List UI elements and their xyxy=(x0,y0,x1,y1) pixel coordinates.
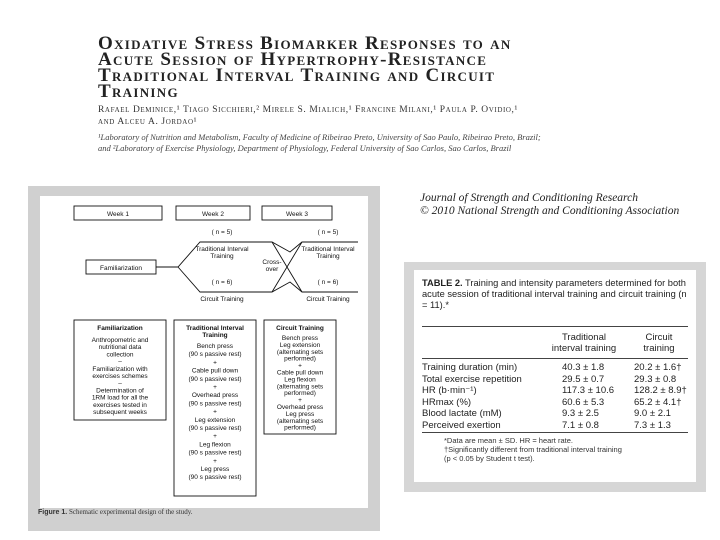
col-header-circuit-line2: training xyxy=(643,343,675,354)
table-row xyxy=(422,362,694,373)
diagram-text-line: + xyxy=(213,457,217,465)
diagram-text-line: (90 s passive rest) xyxy=(188,351,242,359)
circuit-value: 9.0 ± 2.1 xyxy=(634,408,671,419)
diagram-text-line: exercises tested in xyxy=(93,401,147,409)
circuit-detail-lines xyxy=(277,335,324,432)
paper-title-line: Traditional Interval Training and Circuit xyxy=(98,65,496,86)
diagram-text-line: (90 s passive rest) xyxy=(188,400,242,408)
paper-authors xyxy=(98,104,658,128)
week1-label: Week 1 xyxy=(107,211,129,218)
diagram-text-line: (alternating sets xyxy=(276,417,324,425)
diagram-text-line: performed) xyxy=(284,355,316,363)
author-line: Rafael Deminice,¹ Tiago Sicchieri,² Mirele S. Mialich,¹ Francine Milani,¹ Paula P. Ovidio,¹ xyxy=(98,105,518,115)
row-label: Blood lactate (mM) xyxy=(422,408,502,419)
diagram-text-line: (90 s passive rest) xyxy=(188,449,242,457)
row-label: Training duration (min) xyxy=(422,362,518,373)
diagram-text-line: + xyxy=(213,384,217,391)
n-lower-week2: ( n = 6) xyxy=(211,279,233,286)
figure-caption xyxy=(38,508,193,516)
table-row xyxy=(422,420,694,431)
table-caption-label: TABLE 2. xyxy=(422,278,463,288)
table-footnote: *Data are mean ± SD. HR = heart rate. xyxy=(444,436,573,445)
diagram-text-line: 1RM load for all the xyxy=(91,394,149,402)
journal-info xyxy=(420,192,679,218)
diagram-text-line: Familiarization with xyxy=(92,365,148,373)
diagram-text-line: + xyxy=(298,397,302,405)
n-lower-week3: ( n = 6) xyxy=(317,279,339,286)
familiarization-label: Familiarization xyxy=(100,265,142,272)
diagram-text-line: Overhead press xyxy=(276,404,324,411)
paper-affiliations xyxy=(98,132,658,153)
table-row xyxy=(422,408,694,419)
diagram-text-line: Bench press xyxy=(196,343,234,350)
traditional-detail-title-line1: Traditional Interval xyxy=(186,325,244,332)
familiarization-detail-title: Familiarization xyxy=(97,325,143,332)
week3-label: Week 3 xyxy=(286,211,308,218)
figure-caption-text: Schematic experimental design of the study. xyxy=(67,508,193,516)
paper-title-line: Oxidative Stress Biomarker Responses to an xyxy=(98,33,512,54)
tit-week3-line2: Training xyxy=(316,253,340,260)
traditional-value: 40.3 ± 1.8 xyxy=(562,362,605,373)
diagram-text-line: collection xyxy=(106,351,134,359)
diagram-text-line: – xyxy=(118,380,122,388)
diagram-text-line: Bench press xyxy=(281,335,319,342)
diagram-text-line: (90 s passive rest) xyxy=(188,425,242,432)
journal-copyright: © 2010 National Strength and Conditioning Association xyxy=(420,205,680,217)
paper-title-line: Training xyxy=(98,81,179,102)
table-footnotes xyxy=(444,436,692,463)
diagram-text-line: Cable pull down xyxy=(276,369,324,377)
circuit-lower-week2: Circuit Training xyxy=(200,296,244,303)
table-footnote: (p < 0.05 by Student t test). xyxy=(444,454,535,463)
table-row xyxy=(422,397,694,408)
table-caption-text: Training and intensity parameters determined for both acute session of traditional interval training and circuit training (n = 11).* xyxy=(422,278,687,310)
circuit-value: 65.2 ± 4.1† xyxy=(634,396,682,408)
diagram-text-line: exercises schemes xyxy=(92,373,148,380)
crossover-label-line2: over xyxy=(265,266,279,273)
author-line: and Alceu A. Jordao¹ xyxy=(98,117,198,127)
row-label: Total exercise repetition xyxy=(422,373,522,385)
traditional-value: 117.3 ± 10.6 xyxy=(562,385,615,396)
experimental-design-diagram xyxy=(40,196,368,508)
affiliation-line: and ²Laboratory of Exercise Physiology, Department of Physiology, Federal University of Sao Carlos, Sao Carlos, Brazil xyxy=(98,142,512,153)
table-header-rule xyxy=(422,358,688,359)
circuit-week3: Circuit Training xyxy=(306,296,350,303)
figure-panel xyxy=(28,186,380,531)
journal-name: Journal of Strength and Conditioning Research xyxy=(420,192,638,204)
paper-title-line: Acute Session of Hypertrophy-Resistance xyxy=(98,49,488,70)
diagram-text-line: Overhead press xyxy=(191,392,239,400)
circuit-value: 7.3 ± 1.3 xyxy=(634,419,671,431)
tit-upper-line2: Training xyxy=(210,253,234,260)
table-canvas xyxy=(414,270,696,482)
diagram-text-line: Cable pull down xyxy=(191,367,239,375)
circuit-detail-title: Circuit Training xyxy=(276,325,324,332)
table-footnote: †Significantly different from traditional interval training xyxy=(444,445,622,454)
diagram-text-line: Anthropometric and xyxy=(91,337,149,344)
table-row xyxy=(422,385,694,396)
traditional-value: 7.1 ± 0.8 xyxy=(562,419,599,431)
circuit-value: 29.3 ± 0.8 xyxy=(634,373,677,385)
traditional-detail-lines xyxy=(188,343,241,481)
diagram-text-line: (90 s passive rest) xyxy=(188,375,242,383)
diagram-text-line: nutritional data xyxy=(98,344,142,352)
figure-canvas xyxy=(40,196,368,508)
diagram-text-line: Leg extension xyxy=(279,341,321,349)
diagram-text-line: + xyxy=(213,433,217,441)
col-header-traditional-line2: interval training xyxy=(551,343,617,354)
affiliation-line: ¹Laboratory of Nutrition and Metabolism, Faculty of Medicine of Ribeirao Preto, University of Sao Paulo, Ribeirao Preto, Brazil; xyxy=(98,132,541,142)
traditional-value: 60.6 ± 5.3 xyxy=(562,396,605,408)
crossover-label-line1: Cross- xyxy=(262,259,282,266)
table-panel xyxy=(404,262,706,492)
tit-upper-line1: Traditional Interval xyxy=(195,246,249,253)
diagram-text-line: (alternating sets xyxy=(276,348,324,356)
diagram-text-line: Leg flexion xyxy=(199,441,231,449)
familiarization-detail-lines xyxy=(92,337,149,416)
row-label: HR (b·min⁻¹) xyxy=(422,385,477,396)
n-upper-week3: ( n = 5) xyxy=(317,229,339,236)
traditional-value: 9.3 ± 2.5 xyxy=(562,408,599,419)
diagram-text-line: subsequent weeks xyxy=(93,409,147,416)
diagram-text-line: performed) xyxy=(284,390,316,398)
paper-header xyxy=(98,33,658,153)
diagram-text-line: + xyxy=(298,362,302,370)
circuit-value: 128.2 ± 8.9† xyxy=(634,385,687,396)
diagram-text-line: Leg press xyxy=(200,466,230,473)
table-top-rule xyxy=(422,326,688,327)
diagram-text-line: performed) xyxy=(284,424,316,432)
col-header-traditional xyxy=(542,332,626,354)
col-header-circuit xyxy=(626,332,692,354)
diagram-text-line: Leg extension xyxy=(194,416,236,424)
week2-label: Week 2 xyxy=(202,211,224,218)
table-caption xyxy=(422,278,690,311)
diagram-text-line: – xyxy=(118,358,122,366)
col-header-traditional-line1: Traditional xyxy=(561,332,606,343)
n-upper-week2: ( n = 5) xyxy=(211,229,233,236)
row-label: Perceived exertion xyxy=(422,419,501,431)
diagram-text-line: (alternating sets xyxy=(276,383,324,391)
diagram-text-line: + xyxy=(213,359,217,367)
circuit-value: 20.2 ± 1.6† xyxy=(634,362,682,373)
traditional-value: 29.5 ± 0.7 xyxy=(562,373,605,385)
table-bottom-rule xyxy=(422,432,688,433)
traditional-detail-title-line2: Training xyxy=(202,332,228,339)
tit-week3-line1: Traditional Interval xyxy=(301,246,355,253)
diagram-text-line: (90 s passive rest) xyxy=(188,474,242,482)
diagram-text-line: Leg press xyxy=(285,410,315,418)
table-row xyxy=(422,374,694,385)
row-label: HRmax (%) xyxy=(422,396,472,408)
figure-caption-label: Figure 1. xyxy=(38,509,68,516)
diagram-text-line: Leg flexion xyxy=(284,376,316,384)
diagram-text-line: + xyxy=(213,408,217,416)
col-header-circuit-line1: Circuit xyxy=(645,332,673,343)
diagram-text-line: Determination of xyxy=(96,387,144,395)
